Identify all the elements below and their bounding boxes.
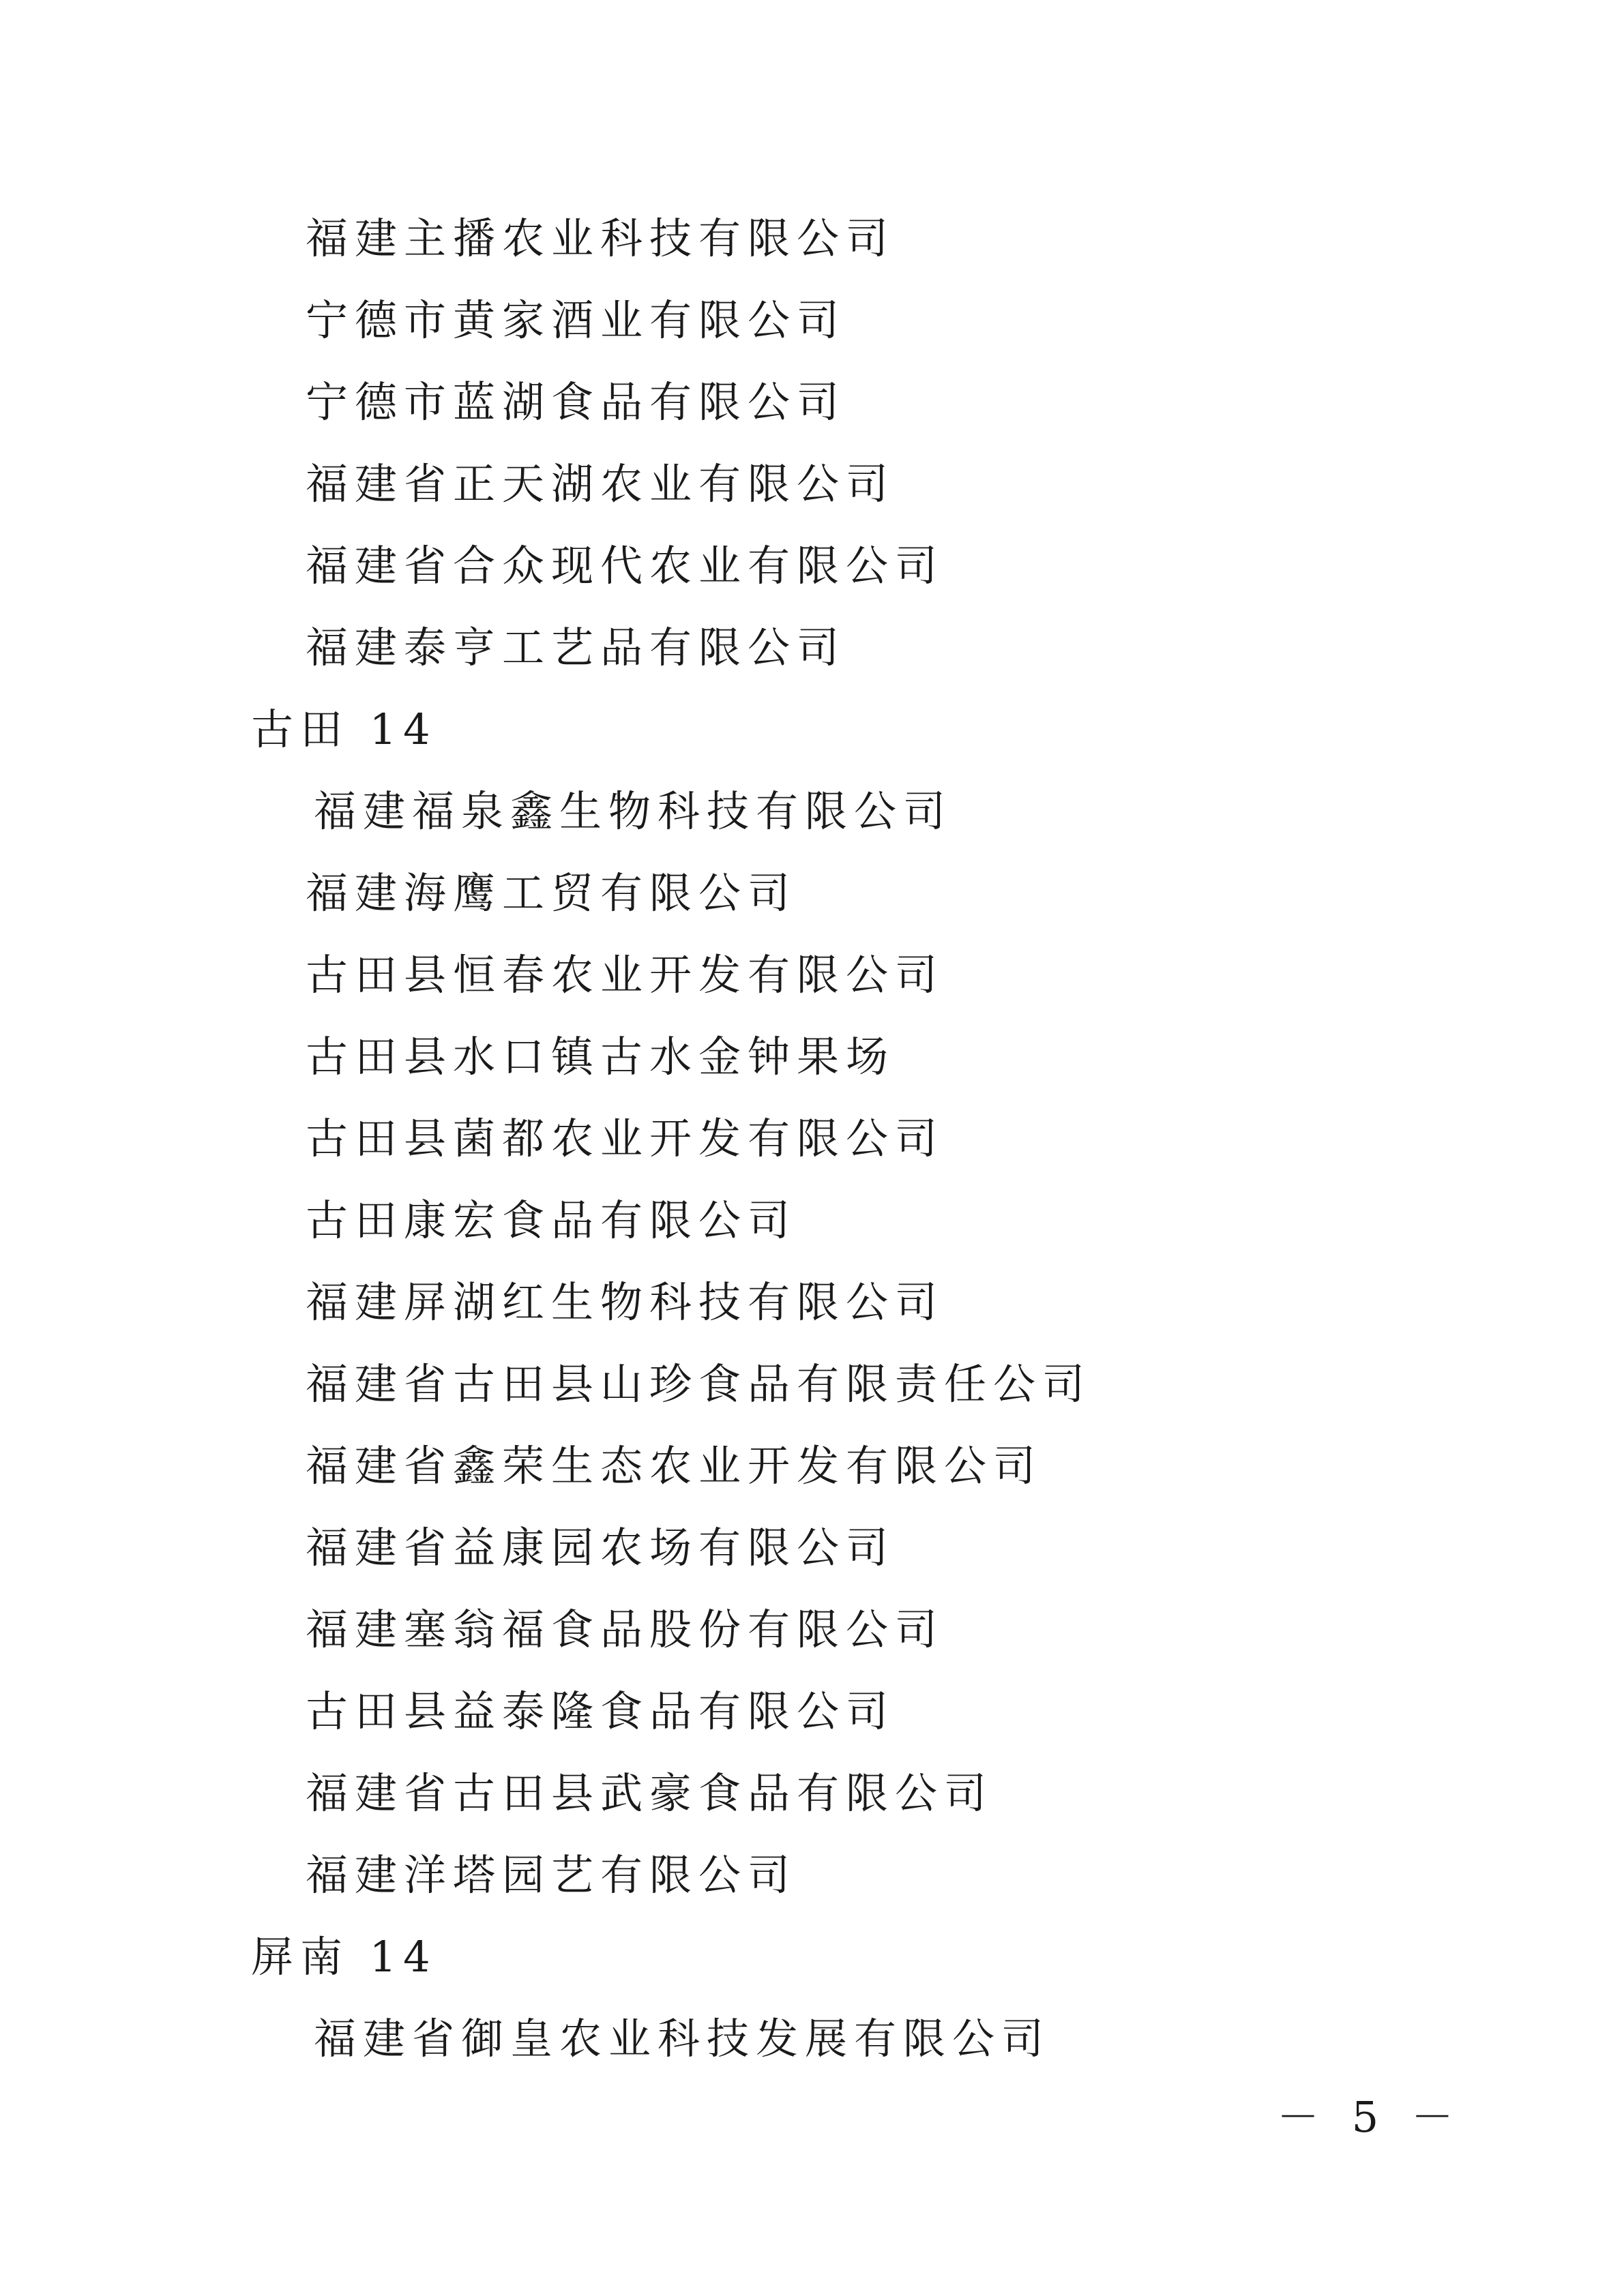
company-name: 福建省古田县武豪食品有限公司 [306, 1768, 994, 1818]
company-name: 古田县恒春农业开发有限公司 [306, 950, 945, 1000]
company-name: 福建省鑫荣生态农业开发有限公司 [306, 1441, 1043, 1491]
page-number: － 5 － [1277, 2092, 1463, 2142]
company-name: 福建洋塔园艺有限公司 [306, 1850, 797, 1900]
company-name: 福建省御皇农业科技发展有限公司 [314, 2014, 1051, 2063]
company-name: 福建泰亨工艺品有限公司 [306, 623, 846, 672]
company-name: 福建海鹰工贸有限公司 [306, 868, 797, 918]
company-name: 宁德市蓝湖食品有限公司 [306, 377, 846, 427]
company-name: 福建屏湖红生物科技有限公司 [306, 1277, 945, 1327]
region-heading: 古田 14 [251, 704, 437, 754]
company-name: 宁德市黄家酒业有限公司 [306, 295, 846, 345]
region-heading: 屏南 14 [251, 1932, 437, 1982]
company-name: 福建省正天湖农业有限公司 [306, 459, 896, 509]
company-name: 古田县菌都农业开发有限公司 [306, 1114, 945, 1163]
company-list [0, 198, 1624, 2080]
company-name: 古田康宏食品有限公司 [306, 1195, 797, 1245]
company-name: 福建省合众现代农业有限公司 [306, 541, 945, 591]
company-name: 古田县水口镇古水金钟果场 [306, 1032, 896, 1082]
company-name: 福建省益康园农场有限公司 [306, 1523, 896, 1572]
company-name: 福建塞翁福食品股份有限公司 [306, 1605, 945, 1654]
company-name: 福建福泉鑫生物科技有限公司 [314, 786, 953, 836]
company-name: 古田县益泰隆食品有限公司 [306, 1686, 896, 1736]
company-name: 福建主播农业科技有限公司 [306, 213, 896, 263]
company-name: 福建省古田县山珍食品有限责任公司 [306, 1359, 1092, 1409]
